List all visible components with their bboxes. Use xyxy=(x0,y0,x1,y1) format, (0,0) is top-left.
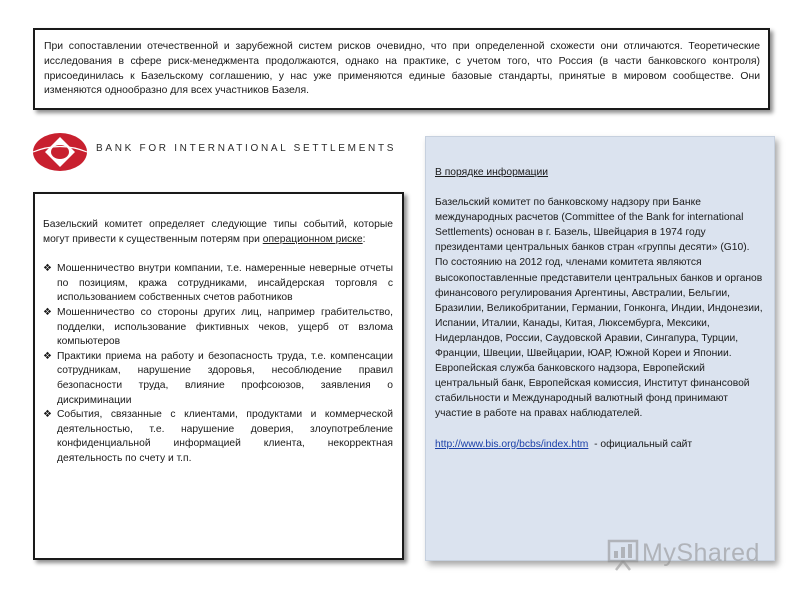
myshared-watermark xyxy=(606,537,776,573)
intro-tail: : xyxy=(362,233,366,245)
info-panel xyxy=(425,136,775,561)
list-item-text: Мошенничество внутри компании, т.е. намеренные неверные отчеты по позициям, кража сотрудниками, инсайдерская торговля с использованием собственных счетов работников xyxy=(57,263,393,304)
summary-box xyxy=(33,28,770,110)
bis-logo-text: BANK FOR INTERNATIONAL SETTLEMENTS xyxy=(96,143,397,154)
bis-emblem-icon xyxy=(32,131,88,173)
list-item xyxy=(43,262,393,306)
diamond-bullet-icon: ❖ xyxy=(43,350,52,362)
presentation-board-icon xyxy=(606,537,640,571)
info-body: Базельский комитет по банковскому надзору при Банке международных расчетов (Committee of the Bank for international Settlements) основан в г. Базель, Швейцария в 1974 году президентами центральных банков стран «группы десяти» (G10). По состоянию на 2012 год, членами комитета являются высокопоставленные представители центральных банков и органов финансового регулирования Аргентины, Австралии, Бельгии, Бразилии, Великобритании, Германии, Гонконга, Индии, Индонезии, Испании, Италии, Канады, Китая, Люксембурга, Мексики, Нидерландов, России, Саудовской Аравии, Сингапура, Турции, Франции, Швеции, Швейцарии, ЮАР, Южной Кореи и Японии. Европейская служба банковского надзора, Европейский центральный банк, Европейская комиссия, Институт финансовой стабильности и Международный валютный фонд принимают участие в работе на правах наблюдателей. xyxy=(435,197,763,420)
risk-event-list xyxy=(43,262,393,466)
summary-text: При сопоставлении отечественной и зарубежной систем рисков очевидно, что при определенной схожести они отличаются. Теоретические исследования в сфере риск-менеджмента продолжаются, однако на практике, с учетом того, что Россия (в части банковского контроля) присоединилась к Базельскому соглашению, у нас уже применяются единые базовые стандарты, принятые в мировом сообществе. Они изменяются однообразно для всех участников Базеля. xyxy=(44,41,760,97)
intro-underlined-term: операционном риске xyxy=(262,233,363,245)
operational-risk-box xyxy=(33,192,404,560)
list-item-text: Мошенничество со стороны других лиц, например грабительство, подделки, использование фиктивных чеков, ущерб от взлома компьютеров xyxy=(57,306,393,348)
official-site-label: - официальный сайт xyxy=(588,438,693,450)
bis-logo xyxy=(32,131,397,173)
diamond-bullet-icon: ❖ xyxy=(43,409,52,421)
diamond-bullet-icon: ❖ xyxy=(43,263,52,275)
list-item-text: Практики приема на работу и безопасность труда, т.е. компенсации сотрудникам, нарушение здоровья, несоблюдение правил безопасности труда, влияние профсоюзов, заявления о дискриминации xyxy=(57,350,393,406)
list-item xyxy=(43,306,393,350)
list-item xyxy=(43,350,393,408)
diamond-bullet-icon: ❖ xyxy=(43,306,52,318)
watermark-text: MyShared xyxy=(642,539,760,567)
official-site-line xyxy=(435,437,764,452)
intro-text: Базельский комитет определяет следующие типы событий, которые могут привести к существенным потерям при xyxy=(43,219,393,245)
bis-link[interactable]: http://www.bis.org/bcbs/index.htm xyxy=(435,438,589,450)
list-item-text: События, связанные с клиентами, продуктами и коммерческой деятельностью, т.е. нарушение доверия, злоупотребление конфиденциальной информацией клиента, некорректная деятельность по счету и т.п. xyxy=(57,409,393,464)
operational-risk-intro xyxy=(43,218,393,247)
list-item xyxy=(43,408,393,466)
info-heading: В порядке информации xyxy=(435,167,549,178)
